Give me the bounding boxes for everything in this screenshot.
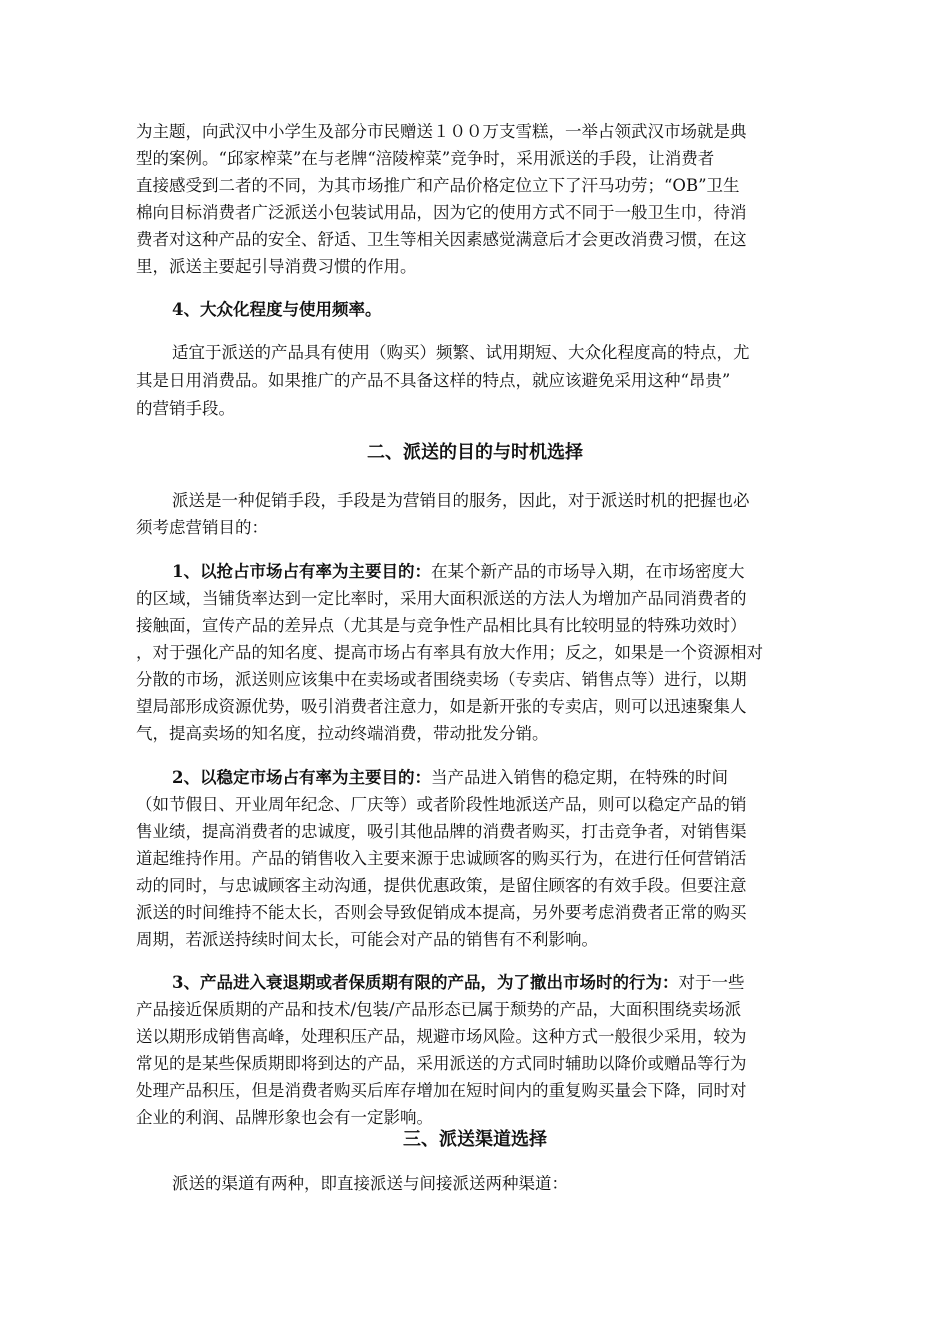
paragraph-line: 的区域，当铺货率达到一定比率时，采用大面积派送的方法人为增加产品同消费者的 (136, 589, 747, 608)
paragraph-line: 产品接近保质期的产品和技术/包装/产品形态已属于颓势的产品，大面积围绕卖场派 (136, 1000, 742, 1019)
paragraph-line: 的营销手段。 (136, 399, 235, 418)
section-heading: 三、派送渠道选择 (403, 1129, 547, 1150)
paragraph-line: 常见的是某些保质期即将到达的产品，采用派送的方式同时辅助以降价或赠品等行为 (136, 1054, 747, 1073)
paragraph-lead: 2、以稳定市场占有率为主要目的： (172, 768, 431, 787)
paragraph-line: 望局部形成资源优势，吸引消费者注意力，如是新开张的专卖店，则可以迅速聚集人 (136, 697, 747, 716)
paragraph-lead: 1、以抢占市场占有率为主要目的： (172, 562, 431, 581)
paragraph-line: 派送的渠道有两种，即直接派送与间接派送两种渠道： (172, 1174, 568, 1193)
subheading: 4、大众化程度与使用频率。 (172, 300, 382, 319)
paragraph-line: 为主题，向武汉中小学生及部分市民赠送１００万支雪糕，一举占领武汉市场就是典 (136, 122, 747, 141)
paragraph-text: 对于一些 (678, 973, 745, 992)
paragraph-line: 道起维持作用。产品的销售收入主要来源于忠诚顾客的购买行为，在进行任何营销活 (136, 849, 747, 868)
paragraph-line: 接触面，宣传产品的差异点（尤其是与竞争性产品相比具有比较明显的特殊功效时） (136, 616, 747, 635)
paragraph-line: 适宜于派送的产品具有使用（购买）频繁、试用期短、大众化程度高的特点，尤 (172, 343, 750, 362)
paragraph-line: 周期，若派送持续时间太长，可能会对产品的销售有不利影响。 (136, 930, 598, 949)
paragraph-line: 直接感受到二者的不同，为其市场推广和产品价格定位立下了汗马功劳；“OB”卫生 (136, 176, 740, 195)
paragraph-line: 里，派送主要起引导消费习惯的作用。 (136, 257, 417, 276)
paragraph-line (172, 560, 744, 584)
paragraph-line: 费者对这种产品的安全、舒适、卫生等相关因素感觉满意后才会更改消费习惯，在这 (136, 230, 747, 249)
paragraph-line: 企业的利润、品牌形象也会有一定影响。 (136, 1108, 433, 1127)
paragraph-line: 型的案例。“邱家榨菜”在与老牌“涪陵榨菜”竞争时，采用派送的手段，让消费者 (136, 149, 715, 168)
section-heading: 二、派送的目的与时机选择 (367, 442, 583, 463)
paragraph-line: 派送的时间维持不能太长，否则会导致促销成本提高，另外要考虑消费者正常的购买 (136, 903, 747, 922)
paragraph-line: （如节假日、开业周年纪念、厂庆等）或者阶段性地派送产品，则可以稳定产品的销 (136, 795, 747, 814)
paragraph-text: 在某个新产品的市场导入期，在市场密度大 (430, 562, 745, 581)
paragraph-lead: 3、产品进入衰退期或者保质期有限的产品，为了撤出市场时的行为： (172, 973, 679, 992)
paragraph-line: 售业绩，提高消费者的忠诚度，吸引其他品牌的消费者购买，打击竞争者，对销售渠 (136, 822, 747, 841)
paragraph-line: 棉向目标消费者广泛派送小包装试用品，因为它的使用方式不同于一般卫生巾，待消 (136, 203, 747, 222)
paragraph-line (172, 971, 744, 995)
paragraph-line: 其是日用消费品。如果推广的产品不具备这样的特点，就应该避免采用这种“昂贵” (136, 371, 731, 390)
paragraph-line: 动的同时，与忠诚顾客主动沟通，提供优惠政策，是留住顾客的有效手段。但要注意 (136, 876, 747, 895)
paragraph-line: 须考虑营销目的： (136, 518, 268, 537)
paragraph-text: 当产品进入销售的稳定期，在特殊的时间 (430, 768, 728, 787)
paragraph-line: 送以期形成销售高峰，处理积压产品，规避市场风险。这种方式一般很少采用，较为 (136, 1027, 747, 1046)
paragraph-line: 处理产品积压，但是消费者购买后库存增加在短时间内的重复购买量会下降，同时对 (136, 1081, 747, 1100)
paragraph-line: 分散的市场，派送则应该集中在卖场或者围绕卖场（专卖店、销售点等）进行，以期 (136, 670, 747, 689)
paragraph-line: ，对于强化产品的知名度、提高市场占有率具有放大作用；反之，如果是一个资源相对 (136, 643, 763, 662)
paragraph-line: 气，提高卖场的知名度，拉动终端消费，带动批发分销。 (136, 724, 549, 743)
paragraph-line: 派送是一种促销手段，手段是为营销目的服务，因此，对于派送时机的把握也必 (172, 491, 750, 510)
paragraph-line (172, 766, 728, 790)
